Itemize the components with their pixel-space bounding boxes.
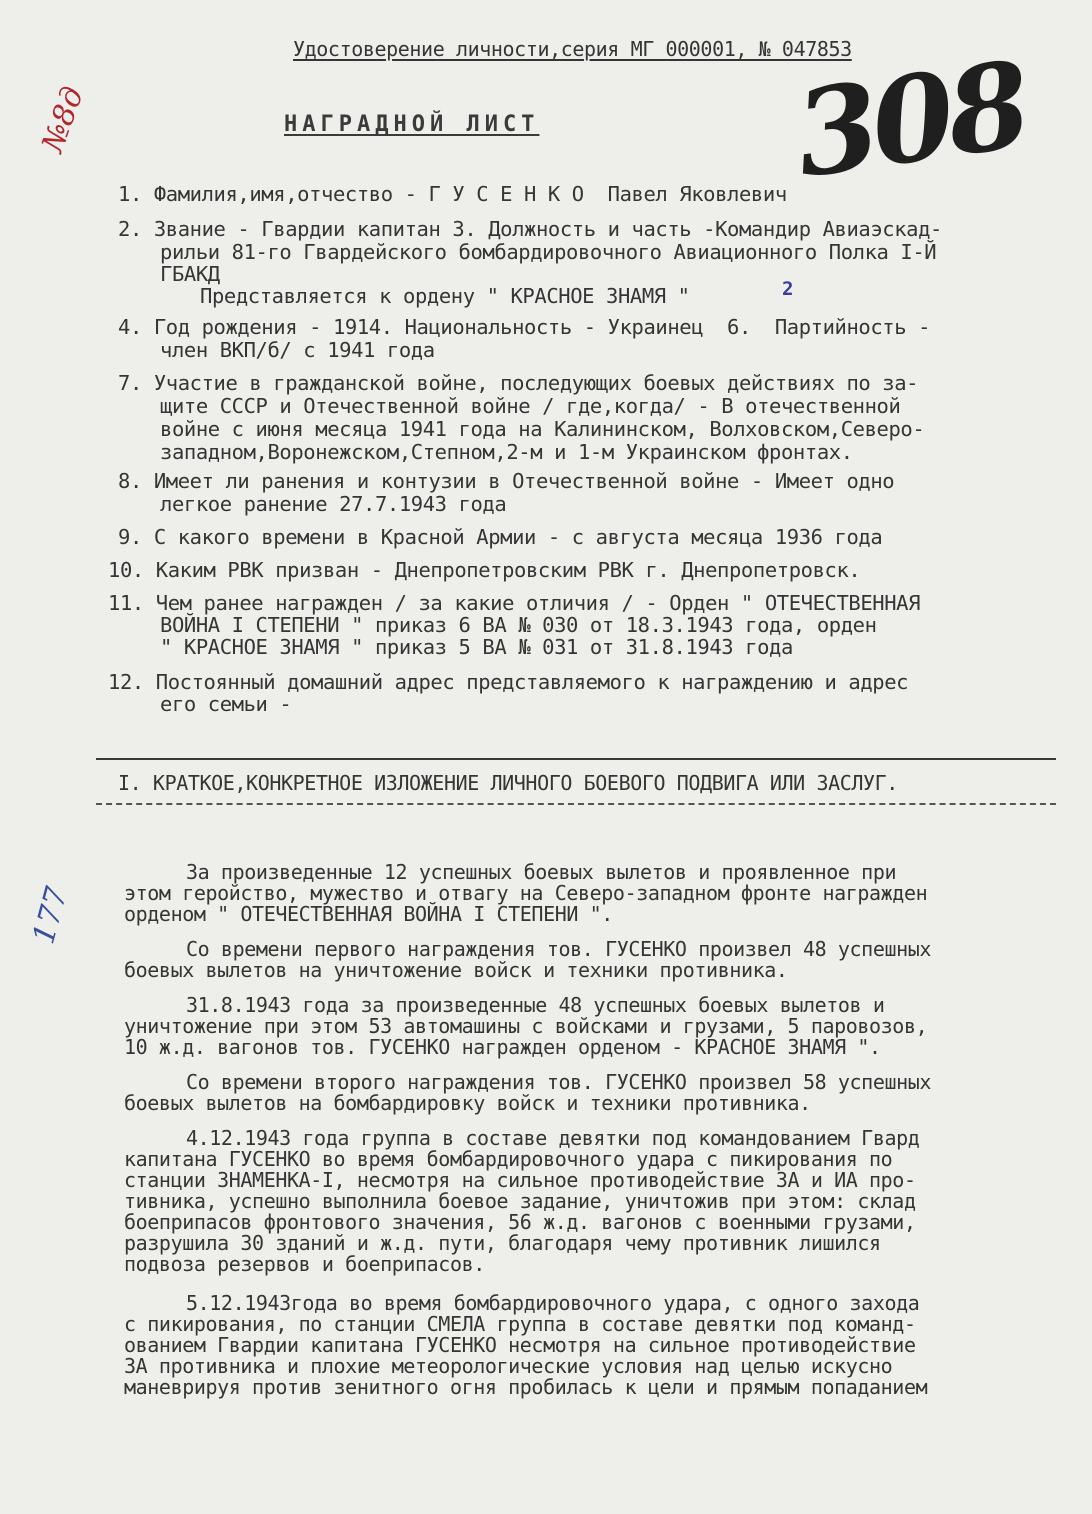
body-line: этом геройство, мужество и отвагу на Северо-западном фронте награжден bbox=[124, 881, 928, 905]
body-line: орденом " ОТЕЧЕСТВЕННАЯ ВОЙНА I СТЕПЕНИ ". bbox=[124, 902, 613, 926]
document-title: НАГРАДНОЙ ЛИСТ bbox=[284, 112, 540, 137]
field-line: ГБАКД bbox=[160, 262, 220, 286]
field-line: войне с июня месяца 1941 года на Калининском, Волховском,Северо- bbox=[160, 417, 925, 441]
field-line: член ВКП/б/ с 1941 года bbox=[160, 338, 435, 362]
body-line: станции ЗНАМЕНКА-I, несмотря на сильное противодействие ЗА и ИА про- bbox=[124, 1168, 916, 1192]
section-divider bbox=[96, 803, 1056, 805]
section-divider bbox=[96, 758, 1056, 760]
field-line: его семьи - bbox=[160, 692, 292, 716]
field-line: 11. Чем ранее награжден / за какие отличия / - Орден " ОТЕЧЕСТВЕННАЯ bbox=[108, 591, 921, 615]
body-line: ованием Гвардии капитана ГУСЕНКО несмотря на сильное противодействие bbox=[124, 1333, 916, 1357]
body-line: с пикирования, по станции СМЕЛА группа в составе девятки под команд- bbox=[124, 1312, 916, 1336]
field-line: 10. Каким РВК призван - Днепропетровским РВК г. Днепропетровск. bbox=[108, 558, 861, 582]
field-line: Представляется к ордену " КРАСНОЕ ЗНАМЯ " bbox=[200, 284, 690, 308]
field-line: 9. С какого времени в Красной Армии - с августа месяца 1936 года bbox=[118, 525, 883, 549]
field-line: западном,Воронежском,Степном,2-м и 1-м Украинском фронтах. bbox=[160, 440, 853, 464]
order-degree-mark: 2 bbox=[782, 278, 794, 300]
margin-note-top: №8д bbox=[35, 82, 92, 157]
body-line: Со времени второго награждения тов. ГУСЕНКО произвел 58 успешных bbox=[186, 1070, 932, 1094]
field-line: легкое ранение 27.7.1943 года bbox=[160, 492, 507, 516]
body-line: 5.12.1943года во время бомбардировочного удара, с одного захода bbox=[186, 1291, 920, 1315]
body-line: уничтожение при этом 53 автомашины с войсками и грузами, 5 паровозов, bbox=[124, 1014, 928, 1038]
body-line: 10 ж.д. вагонов тов. ГУСЕНКО награжден орденом - КРАСНОЕ ЗНАМЯ ". bbox=[124, 1035, 881, 1059]
body-line: тивника, успешно выполнила боевое задание, уничтожив при этом: склад bbox=[124, 1189, 916, 1213]
field-line: 8. Имеет ли ранения и контузии в Отечественной войне - Имеет одно bbox=[118, 469, 895, 493]
body-line: боеприпасов фронтового значения, 56 ж.д. вагонов с военными грузами, bbox=[124, 1210, 916, 1234]
body-line: разрушила 30 зданий и ж.д. пути, благодаря чему противник лишился bbox=[124, 1231, 881, 1255]
body-line: капитана ГУСЕНКО во время бомбардировочного удара с пикирования по bbox=[124, 1147, 893, 1171]
body-line: маневрируя против зенитного огня пробилась к цели и прямым попаданием bbox=[124, 1375, 928, 1399]
field-line: 4. Год рождения - 1914. Национальность - Украинец 6. Партийность - bbox=[118, 315, 931, 339]
body-line: 4.12.1943 года группа в составе девятки под командованием Гвард bbox=[186, 1126, 920, 1150]
body-line: 31.8.1943 года за произведенные 48 успешных боевых вылетов и bbox=[186, 993, 885, 1017]
field-line: ВОЙНА I СТЕПЕНИ " приказ 6 ВА № 030 от 18.3.1943 года, орден bbox=[160, 613, 877, 637]
body-line: боевых вылетов на уничтожение войск и техники противника. bbox=[124, 958, 788, 982]
id-document-header: Удостоверение личности,серия МГ 000001, № 047853 bbox=[293, 37, 852, 61]
field-line: 7. Участие в гражданской войне, последующих боевых действиях по за- bbox=[118, 371, 919, 395]
body-line: Со времени первого награждения тов. ГУСЕНКО произвел 48 успешных bbox=[186, 937, 932, 961]
field-line: 1. Фамилия,имя,отчество - Г У С Е Н К О Павел Яковлевич bbox=[118, 182, 787, 206]
field-line: рильи 81-го Гвардейского бомбардировочного Авиационного Полка I-Й bbox=[160, 240, 937, 264]
section-heading: I. КРАТКОЕ,КОНКРЕТНОЕ ИЗЛОЖЕНИЕ ЛИЧНОГО БОЕВОГО ПОДВИГА ИЛИ ЗАСЛУГ. bbox=[118, 771, 898, 795]
field-line: 2. Звание - Гвардии капитан 3. Должность и часть -Командир Авиаэскад- bbox=[118, 217, 943, 241]
field-line: 12. Постоянный домашний адрес представляемого к награждению и адрес bbox=[108, 670, 909, 694]
body-line: За произведенные 12 успешных боевых вылетов и проявленное при bbox=[186, 860, 897, 884]
handwritten-number: 308 bbox=[787, 34, 1033, 205]
body-line: подвоза резервов и боеприпасов. bbox=[124, 1252, 485, 1276]
body-line: боевых вылетов на бомбардировку войск и техники противника. bbox=[124, 1091, 811, 1115]
field-line: щите СССР и Отечественной войне / где,когда/ - В отечественной bbox=[160, 394, 901, 418]
body-line: ЗА противника и плохие метеорологические условия над целью искусно bbox=[124, 1354, 893, 1378]
margin-note-mid: 177 bbox=[26, 883, 75, 948]
field-line: " КРАСНОЕ ЗНАМЯ " приказ 5 ВА № 031 от 31.8.1943 года bbox=[160, 635, 793, 659]
